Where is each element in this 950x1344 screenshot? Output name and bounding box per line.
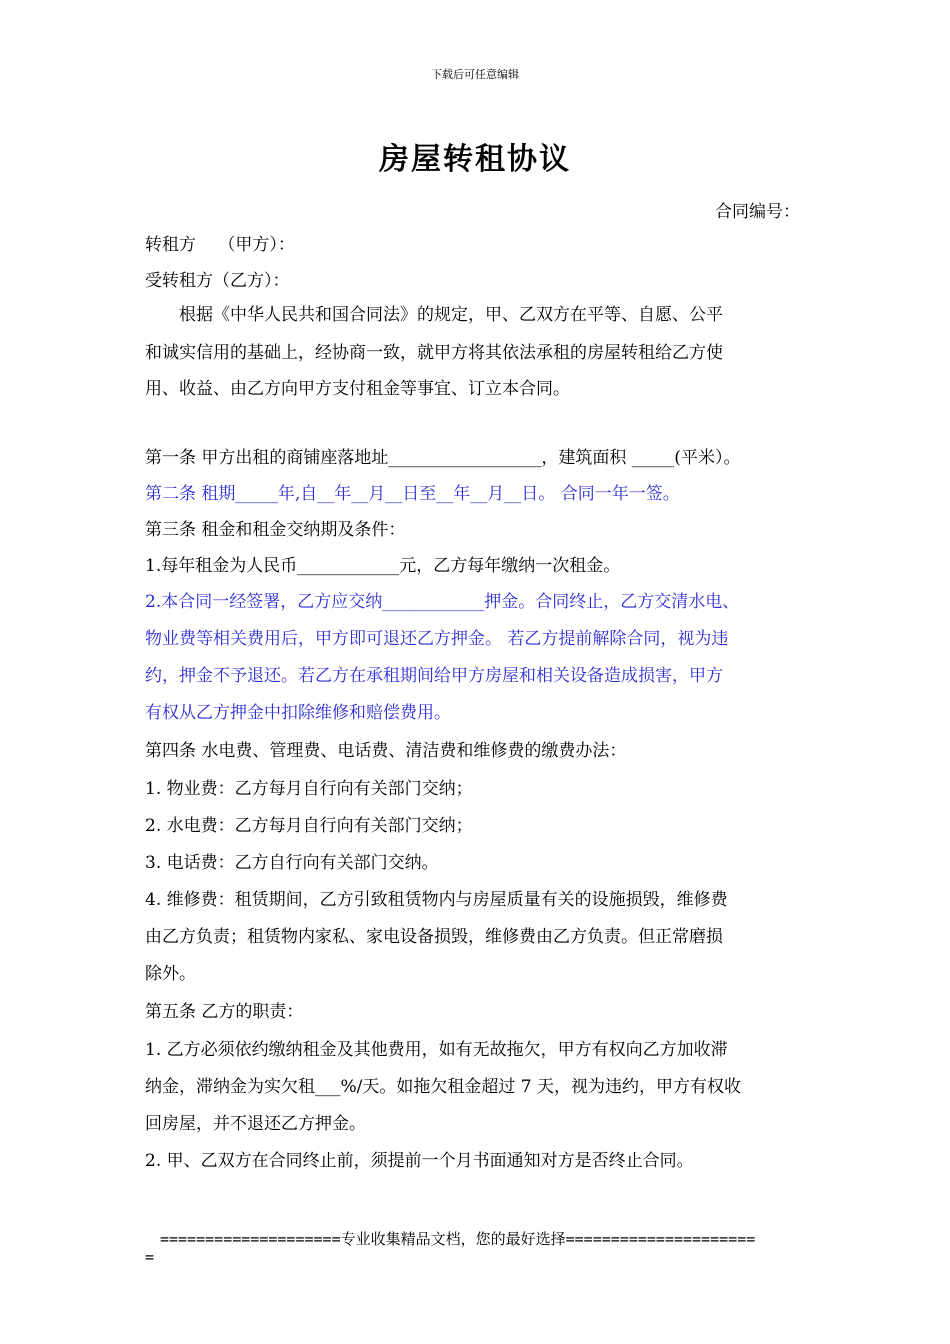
article-4-item-4-line-2: 由乙方负责；租赁物内家私、家电设备损毁，维修费由乙方负责。但正常磨损 [145,927,723,947]
article-3-item-2-line-3: 约，押金不予退还。若乙方在承租期间给甲方房屋和相关设备造成损害，甲方 [145,666,723,686]
preamble-line-3: 用、收益、由乙方向甲方支付租金等事宜、订立本合同。 [145,379,570,399]
sublessee-line: 受转租方（乙方）： [145,271,290,291]
article-5-item-1-line-2: 纳金，滞纳金为实欠租___%/天。如拖欠租金超过 7 天，视为违约，甲方有权收 [145,1077,742,1097]
article-2: 第二条 租期_____年,自__年__月__日至__年__月__日。 合同一年一签。 [145,484,680,504]
article-5-heading: 第五条 乙方的职责： [145,1002,304,1022]
article-3-item-2-line-1: 2.本合同一经签署，乙方应交纳____________押金。合同终止，乙方交清水电、 [145,592,740,612]
page-header-note: 下载后可任意编辑 [431,68,519,81]
article-1: 第一条 甲方出租的商铺座落地址__________________，建筑面积 _____(平米）。 [145,448,741,468]
article-5-item-1-line-1: 1. 乙方必须依约缴纳租金及其他费用，如有无故拖欠，甲方有权向乙方加收滞 [145,1040,728,1060]
preamble-line-1: 根据《中华人民共和国合同法》的规定，甲、乙双方在平等、自愿、公平 [145,305,723,325]
article-4-item-4-line-3: 除外。 [145,964,196,984]
article-4-item-3: 3. 电话费：乙方自行向有关部门交纳。 [145,853,439,873]
article-3-item-2-line-4: 有权从乙方押金中扣除维修和赔偿费用。 [145,703,451,723]
sublessor-line: 转租方 （甲方）： [145,235,295,255]
document-title: 房屋转租协议 [379,142,571,177]
contract-number-label: 合同编号： [715,202,800,222]
article-4-heading: 第四条 水电费、管理费、电话费、清洁费和维修费的缴费办法： [145,741,627,761]
article-3-heading: 第三条 租金和租金交纳期及条件： [145,520,406,540]
article-4-item-2: 2. 水电费：乙方每月自行向有关部门交纳； [145,816,473,836]
article-5-item-2: 2. 甲、乙双方在合同终止前，须提前一个月书面通知对方是否终止合同。 [145,1151,694,1171]
article-3-item-2-line-2: 物业费等相关费用后，甲方即可退还乙方押金。 若乙方提前解除合同，视为违 [145,629,729,649]
footer-banner: ====================专业收集精品文档，您的最好选择===================== [160,1230,756,1248]
article-4-item-4-line-1: 4. 维修费：租赁期间，乙方引致租赁物内与房屋质量有关的设施损毁，维修费 [145,890,728,910]
article-5-item-1-line-3: 回房屋，并不退还乙方押金。 [145,1114,366,1134]
article-3-item-1: 1.每年租金为人民币____________元，乙方每年缴纳一次租金。 [145,556,621,576]
footer-banner-tail: = [145,1248,155,1266]
preamble-line-2: 和诚实信用的基础上，经协商一致，就甲方将其依法承租的房屋转租给乙方使 [145,343,723,363]
article-4-item-1: 1. 物业费：乙方每月自行向有关部门交纳； [145,779,473,799]
